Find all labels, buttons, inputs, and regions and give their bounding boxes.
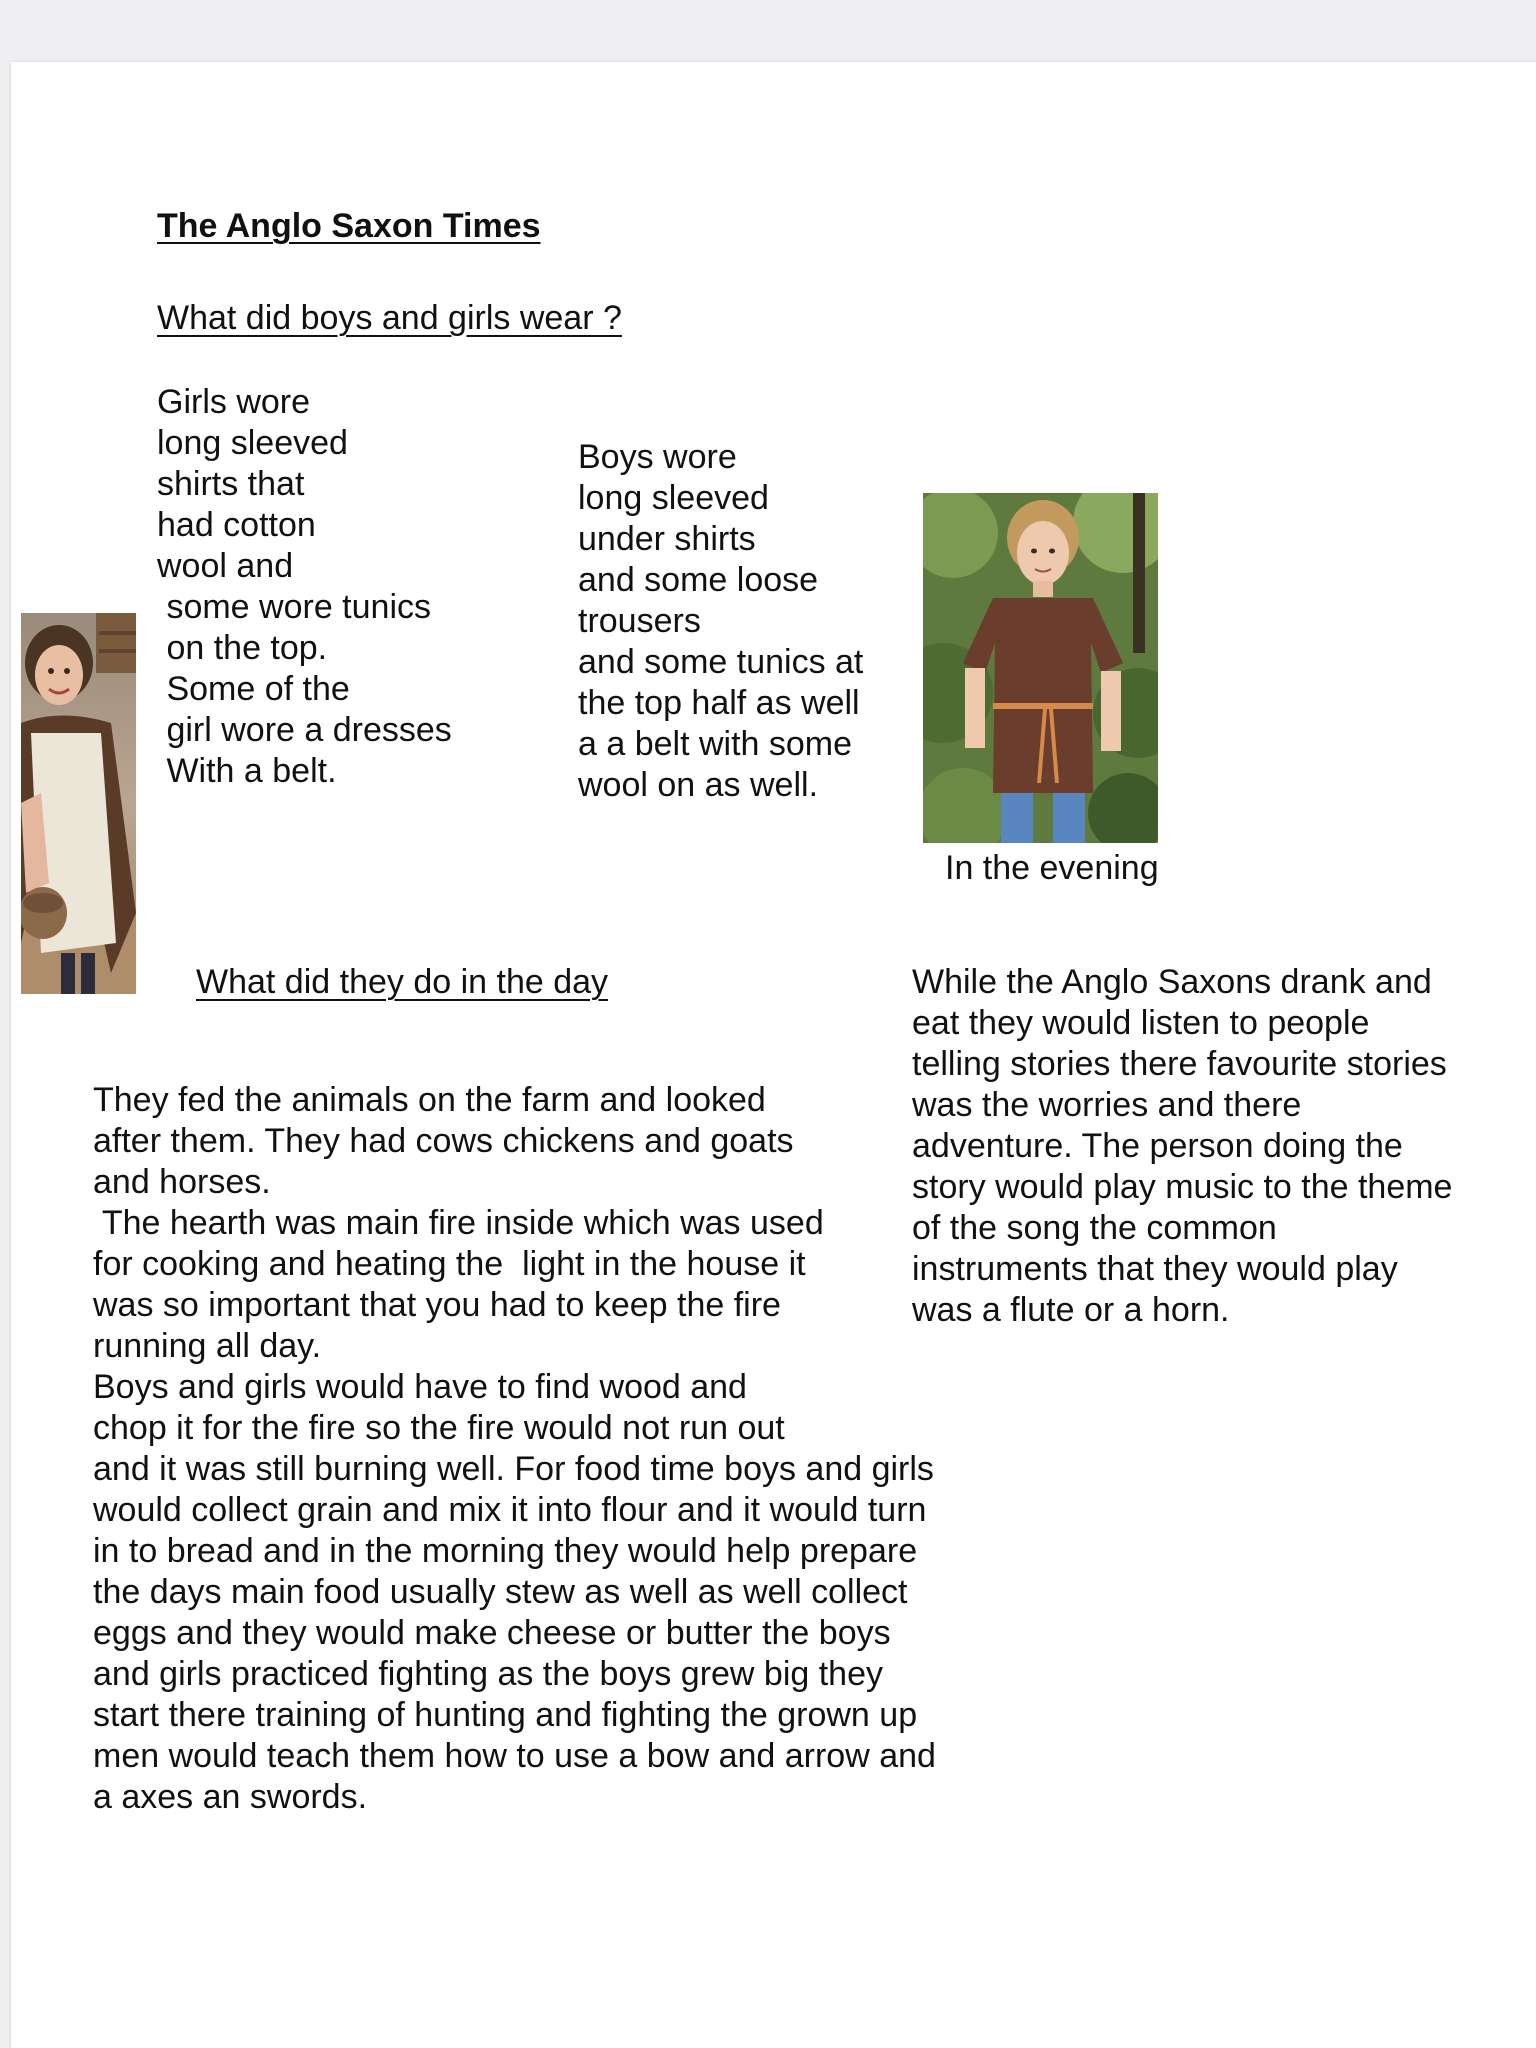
document-page <box>11 62 1536 2048</box>
boy-tunic-photo <box>923 493 1158 843</box>
daily-life-text: They fed the animals on the farm and looked after them. They had cows chickens and goats and horses. The hearth was main fire inside which was used for cooking and heating the light in the house it was so important that you had to keep the fire running all day. Boys and girls would have to find wood and chop it for the fire so the fire would not run out and it was still burning well. For food time boys and girls would collect grain and mix it into flour and it would turn in to bread and in the morning they would help prepare the days main food usually stew as well as well collect eggs and they would make cheese or butter the boys and girls practiced fighting as the boys grew big they start there training of hunting and fighting the grown up men would teach them how to use a bow and arrow and a axes an swords. <box>93 1081 936 1816</box>
girls-clothing-text: Girls wore long sleeved shirts that had cotton wool and some wore tunics on the top. Some of the girl wore a dresses With a belt. <box>157 383 452 790</box>
girl-photo-illustration <box>21 613 136 994</box>
boys-clothing-text: Boys wore long sleeved under shirts and some loose trousers and some tunics at the top half as well a a belt with some wool on as well. <box>578 438 864 804</box>
boy-photo-illustration <box>923 493 1158 843</box>
document-title: The Anglo Saxon Times <box>157 207 541 245</box>
girl-costume-photo <box>21 613 136 994</box>
section-heading-daily-life: What did they do in the day <box>196 963 609 1001</box>
evening-text: While the Anglo Saxons drank and eat they would listen to people telling stories there favourite stories was the worries and there adventure. The person doing the story would play music to the theme of the song the common instruments that they would play was a flute or a horn. <box>912 963 1453 1329</box>
section-heading-clothing: What did boys and girls wear ? <box>157 299 622 337</box>
evening-caption: In the evening <box>945 849 1159 887</box>
